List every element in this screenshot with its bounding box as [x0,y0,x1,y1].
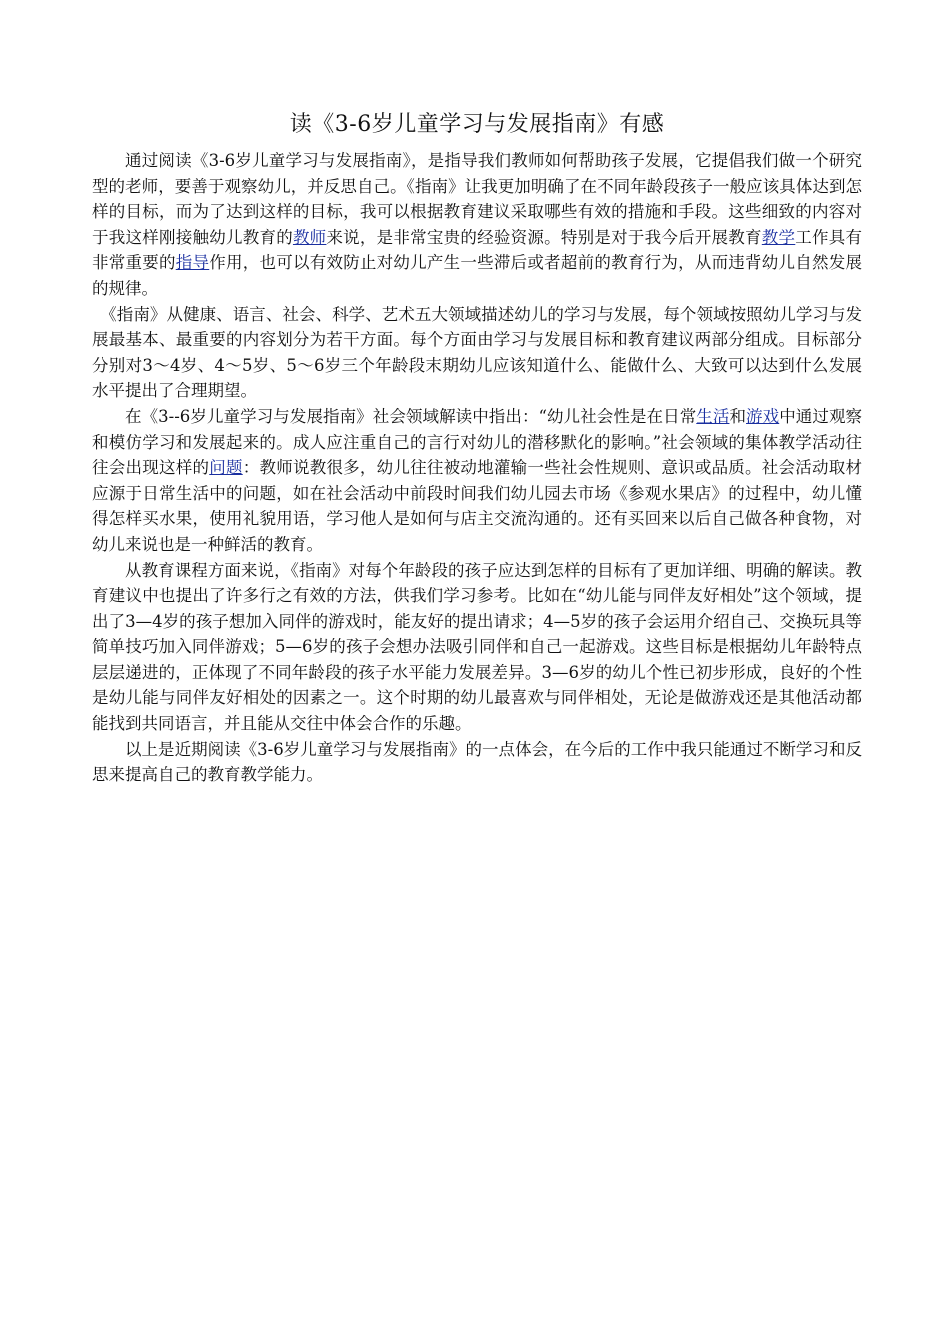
paragraph-3 [92,404,862,558]
paragraph-2: 《指南》从健康、语言、社会、科学、艺术五大领域描述幼儿的学习与发展，每个领域按照幼儿学习与发展最基本、最重要的内容划分为若干方面。每个方面由学习与发展目标和教育建议两部分组成。目标部分分别对3～4岁、4～5岁、5～6岁三个年龄段末期幼儿应该知道什么、能做什么、大致可以达到什么发展水平提出了合理期望。 [92,304,862,401]
paragraph-1-text-4: 作用，也可以有效防止对幼儿产生一些滞后或者超前的教育行为，从而违背幼儿自然发展的规律。 [92,253,863,298]
link-teaching[interactable]: 教学 [761,227,796,247]
paragraph-1-text-2: 来说，是非常宝贵的经验资源。特别是对于我今后开展教育 [326,227,762,247]
link-life[interactable]: 生活 [696,406,730,426]
paragraph-1 [92,148,862,302]
paragraph-4: 从教育课程方面来说，《指南》对每个年龄段的孩子应达到怎样的目标有了更加详细、明确的解读。教育建议中也提出了许多行之有效的方法，供我们学习参考。比如在“幼儿能与同伴友好相处”这个领域，提出了3—4岁的孩子想加入同伴的游戏时，能友好的提出请求；4—5岁的孩子会运用介绍自己、交换玩具等简单技巧加入同伴游戏；5—6岁的孩子会想办法吸引同伴和自己一起游戏。这些目标是根据幼儿年龄特点层层递进的，正体现了不同年龄段的孩子水平能力发展差异。3—6岁的幼儿个性已初步形成，良好的个性是幼儿能与同伴友好相处的因素之一。这个时期的幼儿最喜欢与同伴相处，无论是做游戏还是其他活动都能找到共同语言，并且能从交往中体会合作的乐趣。 [92,560,862,734]
paragraph-3-text-1: 在《3--6岁儿童学习与发展指南》社会领域解读中指出：“幼儿社会性是在日常 [125,406,697,426]
link-teacher[interactable]: 教师 [292,227,327,247]
document-page [92,108,862,788]
paragraph-3-text-3: 中通过观察和模仿学习和发展起来的。成人应注重自己的言行对幼儿的潜移默化的影响。”社会领域的集体教学活动往往会出现这样的 [92,406,863,478]
paragraph-3-text-4: ：教师说教很多，幼儿往往被动地灌输一些社会性规则、意识或品质。社会活动取材应源于日常生活中的问题，如在社会活动中前段时间我们幼儿园去市场《参观水果店》的过程中，幼儿懂得怎样买水果，使用礼貌用语，学习他人是如何与店主交流沟通的。还有买回来以后自己做各种食物，对幼儿来说也是一种鲜活的教育。 [92,458,863,554]
paragraph-3-text-2: 和 [729,406,747,426]
paragraph-1-text-1: 通过阅读《3-6岁儿童学习与发展指南》，是指导我们教师如何帮助孩子发展，它提倡我们做一个研究型的老师，要善于观察幼儿，并反思自己。《指南》让我更加明确了在不同年龄段孩子一般应该具体达到怎样的目标，而为了达到这样的目标，我可以根据教育建议采取哪些有效的措施和手段。这些细致的内容对于我这样刚接触幼儿教育的 [92,151,862,247]
link-problem[interactable]: 问题 [209,458,243,478]
paragraph-5: 以上是近期阅读《3-6岁儿童学习与发展指南》的一点体会，在今后的工作中我只能通过不断学习和反思来提高自己的教育教学能力。 [92,739,862,785]
paragraph-1-text-3: 工作具有非常重要的 [92,227,863,273]
link-guidance[interactable]: 指导 [175,253,210,273]
document-title: 读《3-6岁儿童学习与发展指南》有感 [289,112,665,137]
link-game[interactable]: 游戏 [746,406,780,426]
